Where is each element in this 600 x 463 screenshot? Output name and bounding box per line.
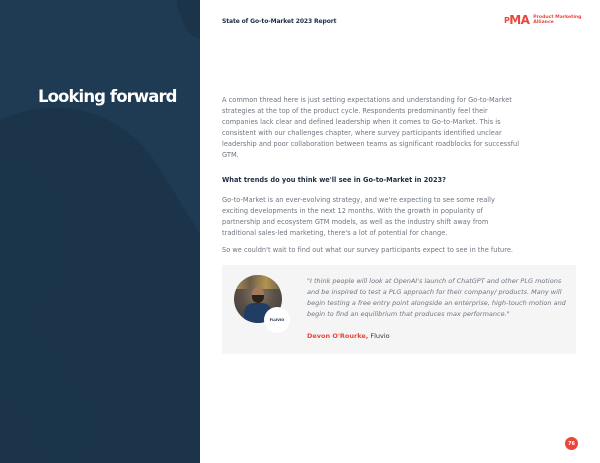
trends-paragraph: Go-to-Market is an ever-evolving strategy, and we're expecting to see some really exciting developments in the next 12 months. With the growth in popularity of partnership and ecosystem GTM models, as well as the industry shift away from traditional sales-led marketing, there's a lot of potential for change. bbox=[222, 196, 495, 237]
logo-mark-prefix: P bbox=[504, 16, 510, 25]
avatar-beard bbox=[252, 295, 264, 303]
logo-line1: Product Marketing bbox=[533, 15, 582, 20]
logo-text bbox=[533, 15, 581, 25]
intro-paragraph: A common thread here is just setting expectations and understanding for Go-to-Market strategies at the top of the product cycle. Respondents predominantly feel their companies lack clear and defined leadership when it comes to Go-to-Market. This is consistent with our challenges chapter, where survey participants identified unclear leadership and poor collaboration between teams as significant roadblocks for successful GTM. bbox=[222, 96, 520, 159]
quote-text: "I think people will look at OpenAI's launch of ChatGPT and other PLG motions and be inspired to test a PLG approach for their company/ products. Many will begin testing a free entry point alongside an enterprise, high-touch motion and begin to find an equilibrium that produces max performance." bbox=[307, 277, 566, 318]
pma-logo bbox=[504, 14, 581, 26]
logo-line2: Alliance bbox=[533, 20, 554, 25]
decorative-shape bbox=[171, 0, 200, 45]
survey-paragraph: So we couldn't wait to find out what our survey participants expect to see in the future. bbox=[222, 246, 514, 254]
report-title: State of Go-to-Market 2023 Report bbox=[222, 18, 337, 25]
section-title: Looking forward bbox=[38, 87, 177, 106]
company-logo-badge: FLUVIO bbox=[264, 307, 290, 333]
logo-mark-icon bbox=[504, 14, 529, 26]
quote-attribution bbox=[307, 332, 390, 340]
page-number-badge: 76 bbox=[565, 437, 578, 450]
author-company: Fluvio bbox=[370, 332, 390, 340]
quote-box bbox=[222, 265, 576, 354]
logo-mark-text: MA bbox=[509, 13, 530, 27]
subheading: What trends do you think we'll see in Go-to-Market in 2023? bbox=[222, 176, 446, 184]
side-panel bbox=[0, 0, 200, 463]
author-name: Devon O'Rourke, bbox=[307, 332, 369, 340]
